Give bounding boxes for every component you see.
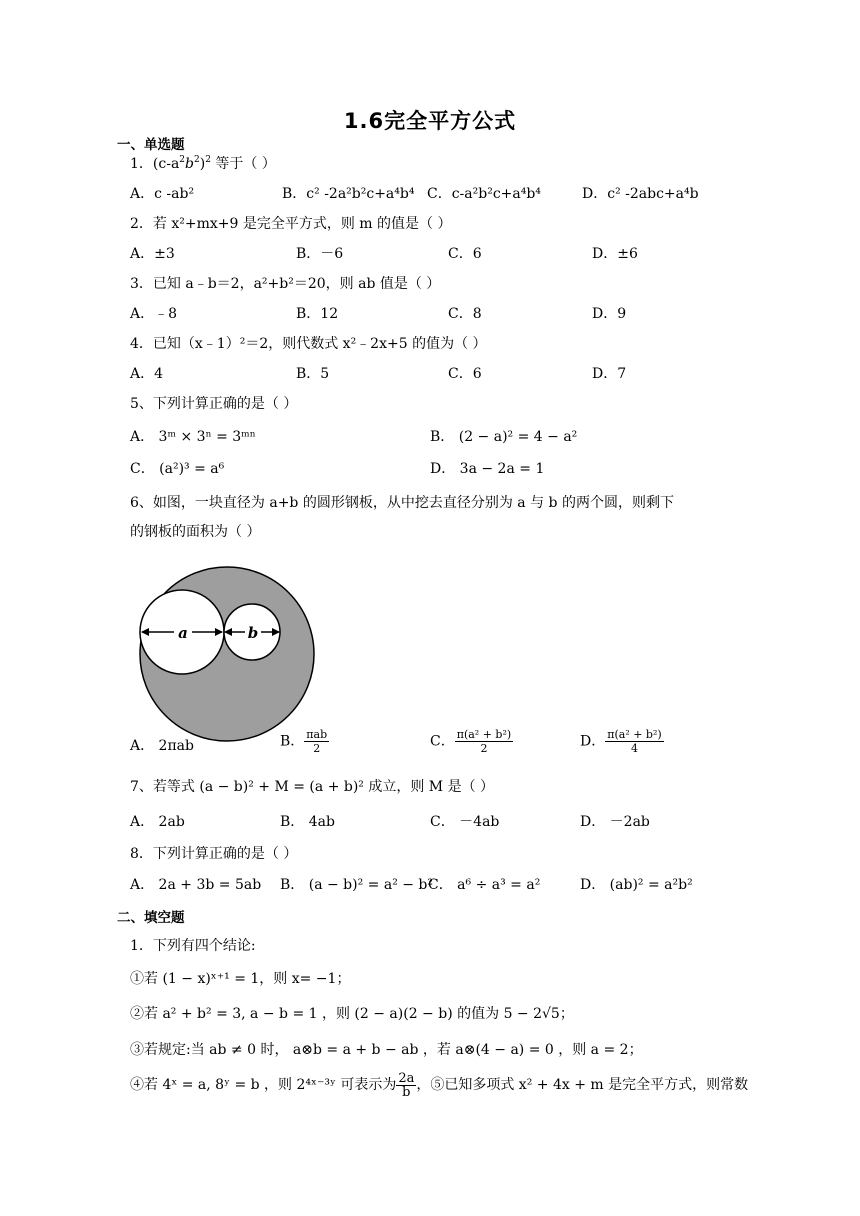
q8-option-b[interactable]: B． (a − b)² = a² − b²	[280, 877, 434, 893]
q1-option-c[interactable]: C．c-a²b²c+a⁴b⁴	[427, 186, 541, 202]
q3-options	[130, 303, 770, 323]
q6-option-c-den: 2	[480, 742, 488, 755]
q1-option-a[interactable]: A．c -ab²	[130, 186, 195, 202]
q3-option-b[interactable]: B．12	[296, 306, 339, 322]
q2-stem: 2．若 x²+mx+9 是完全平方式，则 m 的值是（ ）	[130, 216, 452, 232]
q6-option-b[interactable]	[280, 728, 329, 755]
fill-item-4-den: b	[402, 1084, 411, 1100]
q6-options	[130, 728, 770, 762]
q6-stem-line1: 6、如图，一块直径为 a+b 的圆形钢板，从中挖去直径分别为 a 与 b 的两个圆，则剩下	[130, 495, 674, 511]
q6-option-b-den: 2	[313, 742, 321, 755]
q5-option-b[interactable]: B． (2 − a)² = 4 − a²	[430, 429, 578, 445]
section-fill-blank: 二、填空题	[117, 910, 185, 926]
q2-option-b[interactable]: B．－6	[296, 246, 344, 262]
q6-stem-line2: 的钢板的面积为（ ）	[130, 524, 261, 540]
q4-option-a[interactable]: A．4	[130, 366, 164, 382]
q1-option-d[interactable]: D．c² -2abc+a⁴b	[582, 186, 699, 202]
q1-stem: 1．$(c-a^2b^2)^2$ 等于（ ）	[130, 155, 276, 172]
q1-stem-suffix: 等于（ ）	[210, 156, 276, 172]
q6-option-d-num: π(a² + b²)	[607, 728, 662, 741]
q8-options	[130, 874, 770, 894]
q8-stem: 8．下列计算正确的是（ ）	[130, 846, 298, 862]
q6-circle-figure	[138, 564, 318, 748]
q5-options-row1	[130, 426, 770, 446]
q1-options	[130, 183, 770, 203]
q7-option-d[interactable]: D． －2ab	[580, 814, 650, 830]
q4-options	[130, 363, 770, 383]
fill-item-4-suffix: ，⑤已知多项式 x² + 4x + m 是完全平方式，则常数	[416, 1077, 749, 1093]
fill-item-4-num: 2a	[398, 1070, 415, 1086]
q2-options	[130, 243, 770, 263]
q5-option-c[interactable]: C． (a²)³ = a⁶	[130, 461, 225, 477]
q6-option-b-prefix: B．	[280, 733, 305, 750]
fill-item-4-prefix: ④若 4ˣ = a, 8ʸ = b ，则 2⁴ˣ⁻³ʸ 可表示为	[130, 1077, 397, 1093]
q6-option-d-prefix: D．	[580, 733, 606, 750]
q5-option-a[interactable]: A． 3ᵐ × 3ⁿ = 3ᵐⁿ	[130, 429, 256, 445]
q6-option-c[interactable]	[430, 728, 513, 755]
q3-option-c[interactable]: C．8	[448, 306, 482, 322]
q5-stem: 5、下列计算正确的是（ ）	[130, 396, 298, 412]
q6-option-d[interactable]	[580, 728, 664, 755]
q6-option-c-num: π(a² + b²)	[456, 728, 512, 741]
q7-option-a[interactable]: A． 2ab	[130, 814, 185, 830]
q3-option-a[interactable]: A．﹣8	[130, 306, 178, 322]
q4-option-c[interactable]: C．6	[448, 366, 482, 382]
q3-option-d[interactable]: D．9	[592, 306, 627, 322]
fill-item-2: ②若 a² + b² = 3, a − b = 1 ，则 (2 − a)(2 − b) 的值为 5 − 2√5；	[130, 1006, 574, 1022]
q8-option-d[interactable]: D． (ab)² = a²b²	[580, 877, 693, 893]
fill-item-4	[130, 1070, 748, 1100]
fill-q1-stem: 1．下列有四个结论:	[130, 938, 256, 954]
q1-option-b[interactable]: B．c² -2a²b²c+a⁴b⁴	[282, 186, 415, 202]
q1-stem-prefix: 1．(c-a	[130, 156, 180, 172]
section-single-choice: 一、单选题	[117, 137, 185, 153]
q7-stem: 7、若等式 (a − b)² + M = (a + b)² 成立，则 M 是（ ）	[130, 779, 495, 795]
q5-options-row2	[130, 458, 770, 478]
fill-item-1: ①若 (1 − x)ˣ⁺¹ = 1，则 x= −1；	[130, 971, 351, 987]
q6-option-a[interactable]: A． 2πab	[130, 738, 194, 754]
q3-stem: 3．已知 a﹣b＝2，a²+b²＝20，则 ab 值是（ ）	[130, 276, 441, 292]
q6-option-b-num: πab	[306, 728, 328, 741]
q7-option-b[interactable]: B． 4ab	[280, 814, 335, 830]
label-a: a	[178, 624, 188, 642]
q2-option-d[interactable]: D．±6	[592, 246, 638, 262]
q2-option-a[interactable]: A．±3	[130, 246, 175, 262]
q7-option-c[interactable]: C． －4ab	[430, 814, 500, 830]
q8-option-c[interactable]: C． a⁶ ÷ a³ = a²	[428, 877, 541, 893]
circles-diagram	[138, 564, 318, 744]
q5-option-d[interactable]: D． 3a − 2a = 1	[430, 461, 545, 477]
q4-stem: 4．已知（x﹣1）²＝2，则代数式 x²﹣2x+5 的值为（ ）	[130, 336, 487, 352]
q6-option-c-prefix: C．	[430, 733, 455, 750]
q8-option-a[interactable]: A． 2a + 3b = 5ab	[130, 877, 262, 893]
page-title: 1.6完全平方公式	[343, 109, 517, 133]
q6-option-d-den: 4	[630, 742, 638, 755]
label-b: b	[247, 624, 259, 642]
q7-options	[130, 811, 770, 831]
q4-option-d[interactable]: D．7	[592, 366, 627, 382]
q4-option-b[interactable]: B．5	[296, 366, 330, 382]
q2-option-c[interactable]: C．6	[448, 246, 482, 262]
fill-item-3: ③若规定:当 ab ≠ 0 时， a⊗b = a + b − ab ，若 a⊗(4 − a) = 0 ，则 a = 2；	[130, 1042, 643, 1058]
